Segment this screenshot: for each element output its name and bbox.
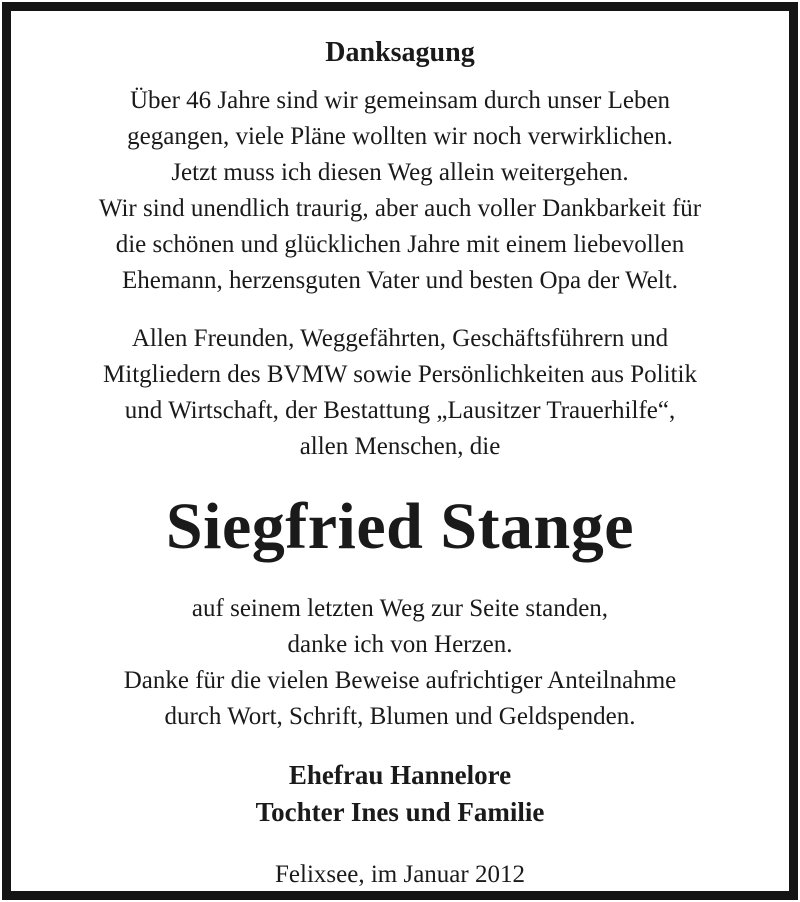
- signer-name: Ehefrau Hannelore: [288, 760, 512, 790]
- text-line: Allen Freunden, Weggefährten, Geschäftsführern und: [131, 325, 669, 352]
- paragraph-intro: [11, 83, 789, 299]
- signers-block: [11, 757, 789, 831]
- notice-border: [2, 2, 798, 900]
- deceased-name: Siegfried Stange: [165, 490, 635, 563]
- text-line: auf seinem letzten Weg zur Seite standen,: [191, 595, 609, 622]
- text-line: Ehemann, herzensguten Vater und besten Opa der Welt.: [122, 267, 678, 294]
- notice-heading: Danksagung: [325, 37, 475, 68]
- signer-name: Tochter Ines und Familie: [255, 797, 545, 827]
- text-line: Wir sind unendlich traurig, aber auch voller Dankbarkeit für: [98, 195, 702, 222]
- text-line: und Wirtschaft, der Bestattung „Lausitzer Trauerhilfe“,: [124, 397, 676, 424]
- text-line: danke ich von Herzen.: [287, 631, 513, 658]
- text-line: allen Menschen, die: [299, 433, 501, 460]
- text-line: gegangen, viele Pläne wollten wir noch verwirklichen.: [127, 123, 673, 150]
- text-line: Jetzt muss ich diesen Weg allein weitergehen.: [171, 159, 629, 186]
- paragraph-thanks-recipients: [11, 321, 789, 465]
- text-line: durch Wort, Schrift, Blumen und Geldspenden.: [164, 703, 636, 730]
- notice-content: [11, 11, 789, 893]
- text-line: Mitgliedern des BVMW sowie Persönlichkeiten aus Politik: [103, 361, 697, 388]
- text-line: Über 46 Jahre sind wir gemeinsam durch unser Leben: [129, 87, 671, 114]
- text-line: Danke für die vielen Beweise aufrichtiger Anteilnahme: [123, 667, 677, 694]
- paragraph-gratitude: [11, 591, 789, 735]
- place-date: Felixsee, im Januar 2012: [275, 861, 525, 888]
- text-line: die schönen und glücklichen Jahre mit einem liebevollen: [115, 231, 685, 258]
